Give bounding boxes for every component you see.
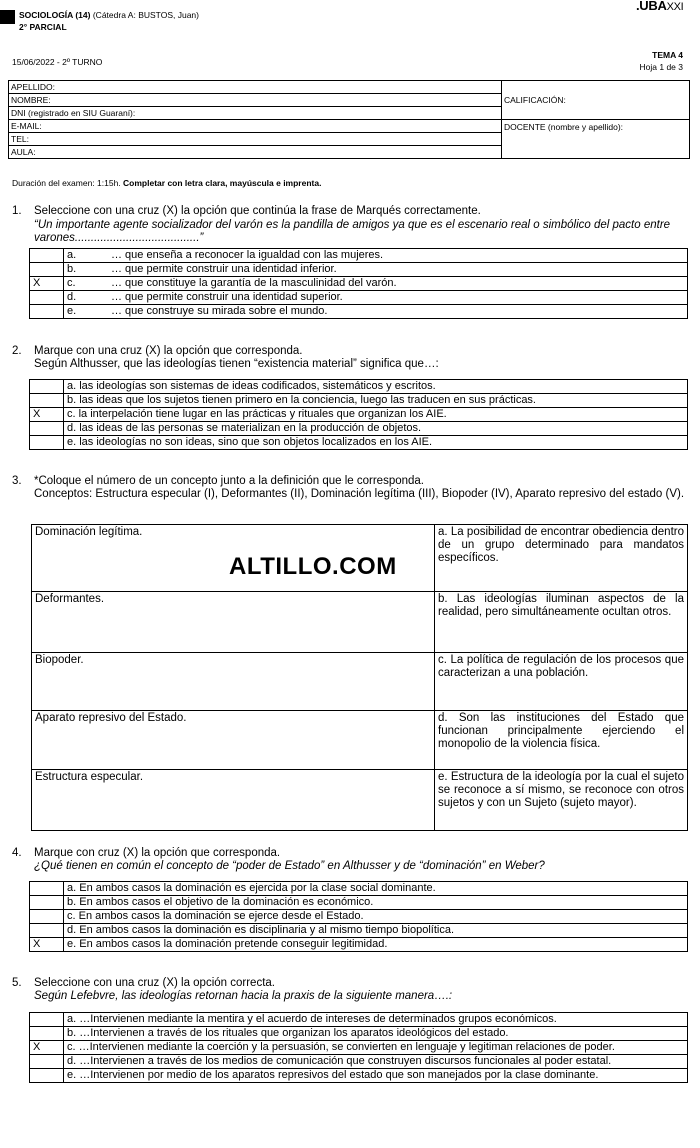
q2-subtitle: Según Althusser, que las ideologías tienen “existencia material” significa que…: — [34, 358, 439, 370]
q5-options-table — [29, 1012, 688, 1083]
q1-mark-c[interactable]: X — [30, 277, 64, 291]
q5-option-a-text: a. …Intervienen mediante la mentira y el acuerdo de intereses de determinados grupos económicos. — [64, 1013, 688, 1027]
field-tel[interactable]: TEL: — [9, 133, 502, 146]
q2-mark-a[interactable] — [30, 380, 64, 394]
q2-option-c-text: c. la interpelación tiene lugar en las prácticas y rituales que organizan los AIE. — [64, 408, 688, 422]
q5-option-b-text: b. …Intervienen a través de los rituales que organizan los aparatos ideológicos del estado. — [64, 1027, 688, 1041]
exam-instructions — [12, 178, 321, 188]
q3-concepts: Conceptos: Estructura especular (I), Deformantes (II), Dominación legítima (III), Biopoder (IV), Aparato represivo del estado (V). — [34, 488, 685, 500]
q1-mark-e[interactable] — [30, 305, 64, 319]
q4-mark-b[interactable] — [30, 896, 64, 910]
field-aula[interactable]: AULA: — [9, 146, 502, 159]
q1-quote: “Un importante agente socializador del varón es la pandilla de amigos ya que es el escenario real o simbólico del pacto entre varones.......................................” — [34, 219, 671, 244]
q3-row-3 — [32, 653, 688, 711]
q2-mark-c[interactable]: X — [30, 408, 64, 422]
course-name: SOCIOLOGÍA (14) — [19, 10, 91, 20]
q4-option-b-text: b. En ambos casos el objetivo de la dominación es económico. — [64, 896, 688, 910]
q1-option-d-text: … que permite construir una identidad superior. — [111, 291, 343, 303]
q1-options-table — [29, 248, 688, 319]
tema-label: TEMA 4 — [652, 50, 683, 60]
q5-mark-c[interactable]: X — [30, 1041, 64, 1055]
q3-concept-3[interactable]: Biopoder. — [32, 653, 435, 711]
q1-option-b-cell — [64, 263, 688, 277]
q4-option-b[interactable] — [30, 896, 688, 910]
exam-duration: Duración del examen: 1:15h. — [12, 178, 124, 188]
q5-option-e-text: e. …Intervienen por medio de los aparatos represivos del estado que son manejados por la clase dominante. — [64, 1069, 688, 1083]
q4-option-e-text: e. En ambos casos la dominación pretende conseguir legitimidad. — [64, 938, 688, 952]
q5-mark-a[interactable] — [30, 1013, 64, 1027]
q2-mark-b[interactable] — [30, 394, 64, 408]
q5-option-e[interactable] — [30, 1069, 688, 1083]
q3-row-2 — [32, 592, 688, 653]
q1-option-e-text: … que construye su mirada sobre el mundo. — [111, 305, 328, 317]
q2-options-table — [29, 379, 688, 450]
q2-option-b[interactable] — [30, 394, 688, 408]
course-chair: (Cátedra A: BUSTOS, Juan) — [90, 10, 199, 20]
q1-option-e[interactable] — [30, 305, 688, 319]
q1-mark-d[interactable] — [30, 291, 64, 305]
q1-option-d-cell — [64, 291, 688, 305]
q1-number: 1. — [12, 205, 22, 217]
q5-number: 5. — [12, 977, 22, 989]
q3-definition-5: e. Estructura de la ideología por la cual el sujeto se reconoce a sí mismo, se reconoce con otros sujetos y con un Sujeto (sujeto mayor). — [435, 770, 688, 831]
q3-concept-5[interactable]: Estructura especular. — [32, 770, 435, 831]
q1-option-a-text: … que enseña a reconocer la igualdad con las mujeres. — [111, 249, 384, 261]
q1-option-d[interactable] — [30, 291, 688, 305]
q2-option-a-text: a. las ideologías son sistemas de ideas codificados, sistemáticos y escritos. — [64, 380, 688, 394]
q2-option-c[interactable] — [30, 408, 688, 422]
q2-mark-e[interactable] — [30, 436, 64, 450]
q3-title: *Coloque el número de un concepto junto a la definición que le corresponda. — [34, 475, 424, 487]
q1-option-e-cell — [64, 305, 688, 319]
q1-letter-d: d. — [67, 291, 77, 303]
q4-option-e[interactable] — [30, 938, 688, 952]
q4-number: 4. — [12, 847, 22, 859]
field-docente[interactable]: DOCENTE (nombre y apellido): — [502, 120, 690, 159]
q2-option-a[interactable] — [30, 380, 688, 394]
course-line — [19, 10, 199, 20]
q4-option-a-text: a. En ambos casos la dominación es ejercida por la clase social dominante. — [64, 882, 688, 896]
q5-option-c-text: c. …Intervienen mediante la coerción y la persuasión, se convierten en lenguaje y legitiman relaciones de poder. — [64, 1041, 688, 1055]
q4-option-c-text: c. En ambos casos la dominación se ejerce desde el Estado. — [64, 910, 688, 924]
q1-mark-b[interactable] — [30, 263, 64, 277]
q1-mark-a[interactable] — [30, 249, 64, 263]
q1-option-a-cell — [64, 249, 688, 263]
hoja-label: Hoja 1 de 3 — [639, 62, 683, 72]
q1-letter-c: c. — [67, 277, 76, 289]
q1-option-a[interactable] — [30, 249, 688, 263]
q3-number: 3. — [12, 475, 22, 487]
uba-logo — [636, 0, 683, 13]
field-apellido[interactable]: APELLIDO: — [9, 81, 502, 94]
q2-option-e[interactable] — [30, 436, 688, 450]
q4-option-a[interactable] — [30, 882, 688, 896]
q2-option-d[interactable] — [30, 422, 688, 436]
q1-option-b[interactable] — [30, 263, 688, 277]
q5-option-b[interactable] — [30, 1027, 688, 1041]
uba-logo-suffix: XXI — [666, 1, 684, 13]
q4-option-c[interactable] — [30, 910, 688, 924]
field-email[interactable]: E-MAIL: — [9, 120, 502, 133]
uba-logo-main: .UBA — [636, 0, 667, 13]
q4-option-d-text: d. En ambos casos la dominación es disciplinaria y al mismo tiempo biopolítica. — [64, 924, 688, 938]
q3-concept-4[interactable]: Aparato represivo del Estado. — [32, 711, 435, 770]
q2-mark-d[interactable] — [30, 422, 64, 436]
altillo-watermark: ALTILLO.COM — [229, 553, 397, 580]
q1-letter-a: a. — [67, 249, 77, 261]
q5-title: Seleccione con una cruz (X) la opción correcta. — [34, 977, 275, 989]
q3-definition-3: c. La política de regulación de los procesos que caracterizan a una población. — [435, 653, 688, 711]
q4-subtitle: ¿Qué tienen en común el concepto de “poder de Estado” en Althusser y de “dominación” en Weber? — [34, 860, 545, 872]
q3-definition-2: b. Las ideologías iluminan aspectos de la realidad, pero simultáneamente ocultan otros. — [435, 592, 688, 653]
q5-option-a[interactable] — [30, 1013, 688, 1027]
exam-type: 2° PARCIAL — [19, 22, 67, 32]
q4-option-d[interactable] — [30, 924, 688, 938]
q4-mark-d[interactable] — [30, 924, 64, 938]
q5-option-d-text: d. …Intervienen a través de los medios de comunicación que construyen discursos funcionales al poder estatal. — [64, 1055, 688, 1069]
q3-concept-1[interactable]: Dominación legítima. — [32, 525, 435, 592]
q1-letter-e: e. — [67, 305, 77, 317]
q1-letter-b: b. — [67, 263, 77, 275]
q2-number: 2. — [12, 345, 22, 357]
exam-writing-rule: Completar con letra clara, mayúscula e imprenta. — [123, 178, 322, 188]
q3-concept-2[interactable]: Deformantes. — [32, 592, 435, 653]
q5-mark-e[interactable] — [30, 1069, 64, 1083]
q4-mark-e[interactable]: X — [30, 938, 64, 952]
q2-option-b-text: b. las ideas que los sujetos tienen primero en la conciencia, luego las traducen en sus prácticas. — [64, 394, 688, 408]
q5-subtitle: Según Lefebvre, las ideologías retornan hacia la praxis de la siguiente manera….: — [34, 990, 453, 1002]
exam-date: 15/06/2022 - 2º TURNO — [12, 57, 103, 67]
field-dni[interactable]: DNI (registrado en SIU Guaraní): — [9, 107, 502, 120]
q5-option-c[interactable] — [30, 1041, 688, 1055]
q3-definition-1: a. La posibilidad de encontrar obediencia dentro de un grupo determinado para mandatos específicos. — [435, 525, 688, 592]
q4-options-table — [29, 881, 688, 952]
q2-option-d-text: d. las ideas de las personas se materializan en la producción de objetos. — [64, 422, 688, 436]
q1-option-c-cell — [64, 277, 688, 291]
student-info-table — [8, 80, 690, 159]
q3-row-4 — [32, 711, 688, 770]
q2-option-e-text: e. las ideologías no son ideas, sino que son objetos localizados en los AIE. — [64, 436, 688, 450]
q3-definition-4: d. Son las instituciones del Estado que funcionan principalmente ejerciendo el monopolio de la violencia física. — [435, 711, 688, 770]
q1-option-c-text: … que constituye la garantía de la masculinidad del varón. — [111, 277, 397, 289]
q1-title: Seleccione con una cruz (X) la opción que continúa la frase de Marqués correctamente. — [34, 205, 481, 217]
q4-title: Marque con cruz (X) la opción que corresponda. — [34, 847, 281, 859]
field-calificacion[interactable]: CALIFICACIÓN: — [502, 81, 690, 120]
header-black-square — [0, 10, 15, 24]
q5-option-d[interactable] — [30, 1055, 688, 1069]
q1-option-c[interactable] — [30, 277, 688, 291]
q3-row-5 — [32, 770, 688, 831]
q4-mark-c[interactable] — [30, 910, 64, 924]
field-nombre[interactable]: NOMBRE: — [9, 94, 502, 107]
q4-mark-a[interactable] — [30, 882, 64, 896]
q1-option-b-text: … que permite construir una identidad inferior. — [111, 263, 337, 275]
q5-mark-b[interactable] — [30, 1027, 64, 1041]
q2-title: Marque con una cruz (X) la opción que corresponda. — [34, 345, 303, 357]
q5-mark-d[interactable] — [30, 1055, 64, 1069]
